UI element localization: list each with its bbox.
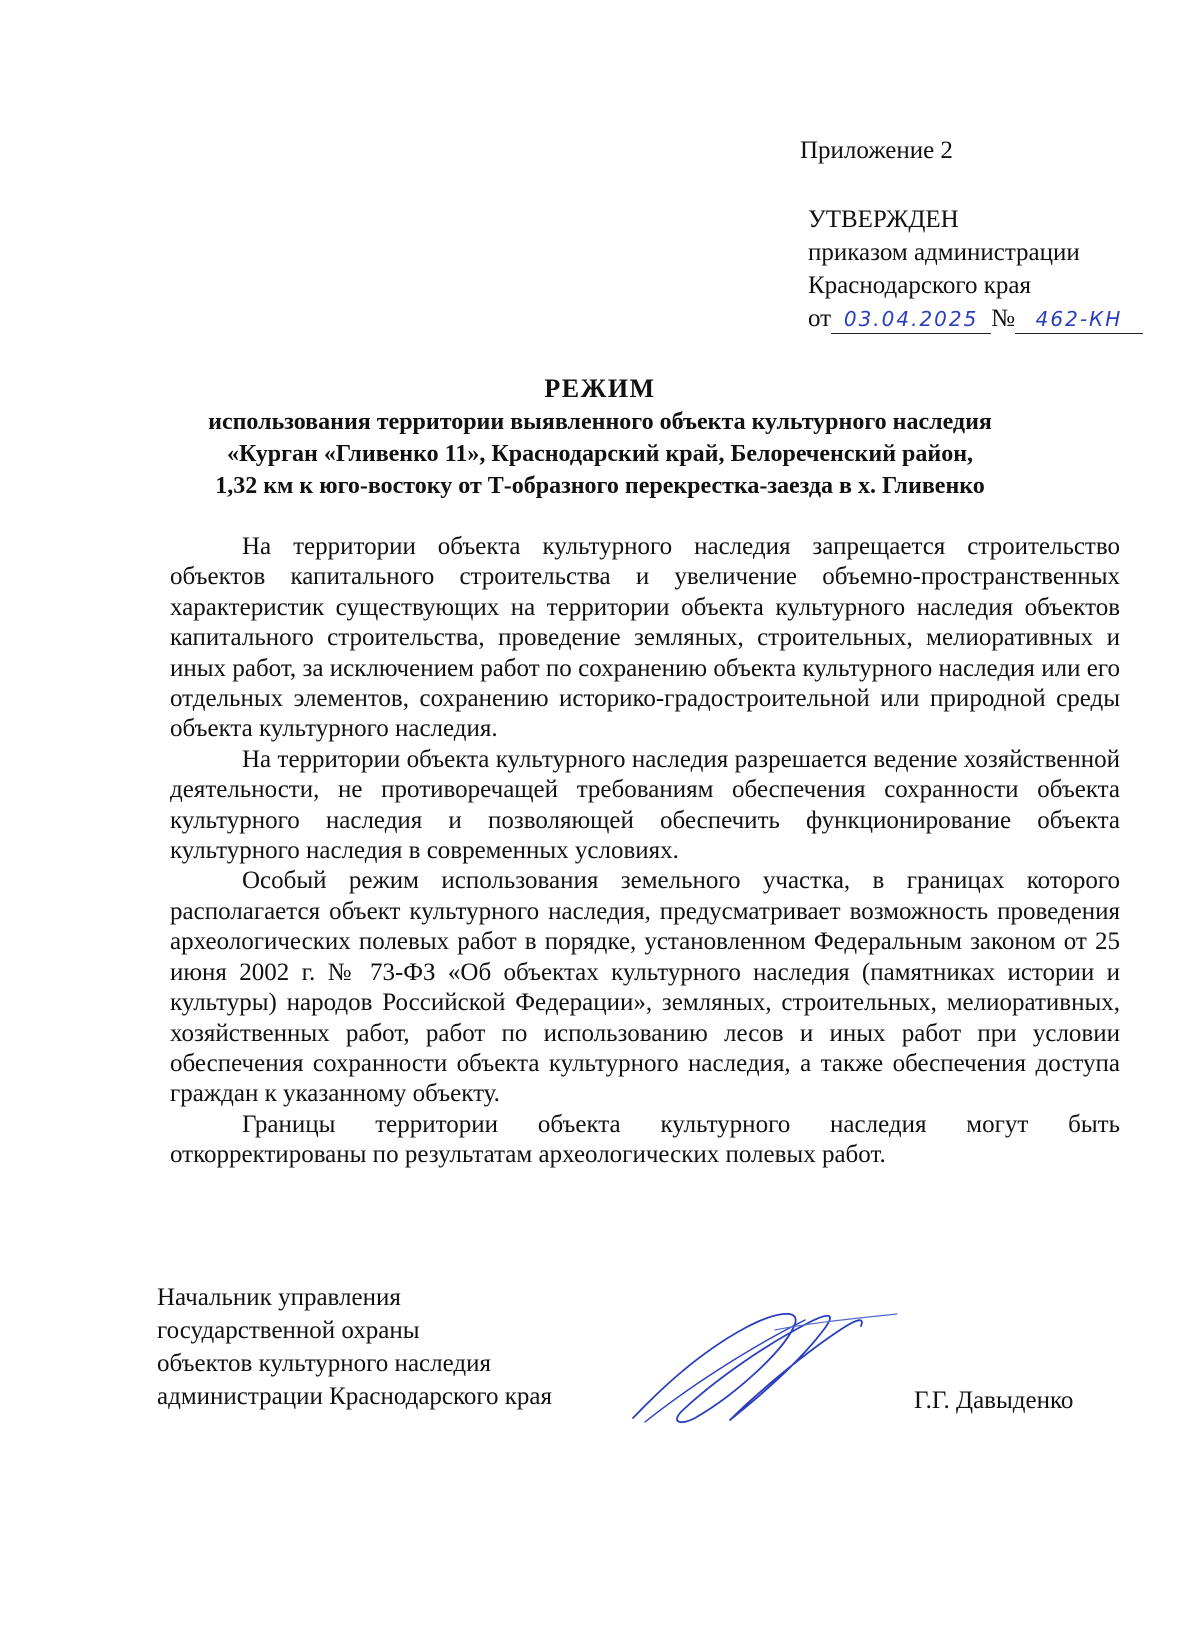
approved-by-line1: приказом администрации	[808, 239, 1080, 266]
signer-line-3: объектов культурного наследия	[157, 1350, 491, 1377]
signer-line-4: администрации Краснодарского края	[157, 1383, 553, 1410]
signer-line-2: государственной охраны	[157, 1317, 420, 1344]
annex-label: Приложение 2	[800, 137, 953, 164]
title-line-1: использования территории выявленного объекта культурного наследия	[208, 409, 992, 435]
paragraph-boundaries: Границы территории объекта культурного наследия могут быть откорректированы по результатам археологических полевых работ.	[170, 1110, 1120, 1169]
order-number-handwritten: 462-КН	[1015, 307, 1143, 334]
document-title	[150, 372, 1050, 502]
document-body	[170, 532, 1120, 1171]
handwritten-signature	[625, 1300, 900, 1430]
order-date-handwritten: 03.04.2025	[831, 307, 991, 334]
title-line-3: 1,32 км к юго-востоку от Т-образного перекрестка-заезда в х. Гливенко	[215, 473, 985, 499]
approval-stamp-block	[808, 203, 1143, 335]
approved-heading: УТВЕРЖДЕН	[808, 206, 959, 233]
signer-line-1: Начальник управления	[157, 1284, 401, 1311]
approved-by-line2: Краснодарского края	[808, 272, 1031, 299]
title-main: РЕЖИМ	[544, 374, 656, 403]
title-line-2: «Курган «Гливенко 11», Краснодарский край, Белореченский район,	[226, 441, 974, 467]
order-number-sign: №	[991, 305, 1015, 332]
order-prefix: от	[808, 305, 832, 332]
paragraph-permissions: На территории объекта культурного наследия разрешается ведение хозяйственной деятельности, не противоречащей требованиям обеспечения сохранности объекта культурного наследия и позволяющей обеспечить функционирование объекта культурного наследия в современных условиях.	[170, 745, 1120, 865]
signer-name: Г.Г. Давыденко	[914, 1387, 1074, 1414]
signer-position	[157, 1281, 552, 1413]
paragraph-special-regime: Особый режим использования земельного участка, в границах которого располагается объект культурного наследия, предусматривает возможность проведения археологических полевых работ в порядке, установленном Федеральным законом от 25 июня 2002 г. № 73-ФЗ «Об объектах культурного наследия (памятниках истории и культуры) народов Российской Федерации», земляных, строительных, мелиоративных, хозяйственных работ, работ по использованию лесов и иных работ при условии обеспечения сохранности объекта культурного наследия, а также обеспечения доступа граждан к указанному объекту.	[170, 867, 1120, 1108]
order-line	[808, 302, 1143, 335]
paragraph-prohibitions: На территории объекта культурного наследия запрещается строительство объектов капитального строительства и увеличение объемно-пространственных характеристик существующих на территории объекта культурного наследия объектов капитального строительства, проведение земляных, строительных, мелиоративных и иных работ, за исключением работ по сохранению объекта культурного наследия или его отдельных элементов, сохранению историко-градостроительной или природной среды объекта культурного наследия.	[170, 533, 1120, 743]
